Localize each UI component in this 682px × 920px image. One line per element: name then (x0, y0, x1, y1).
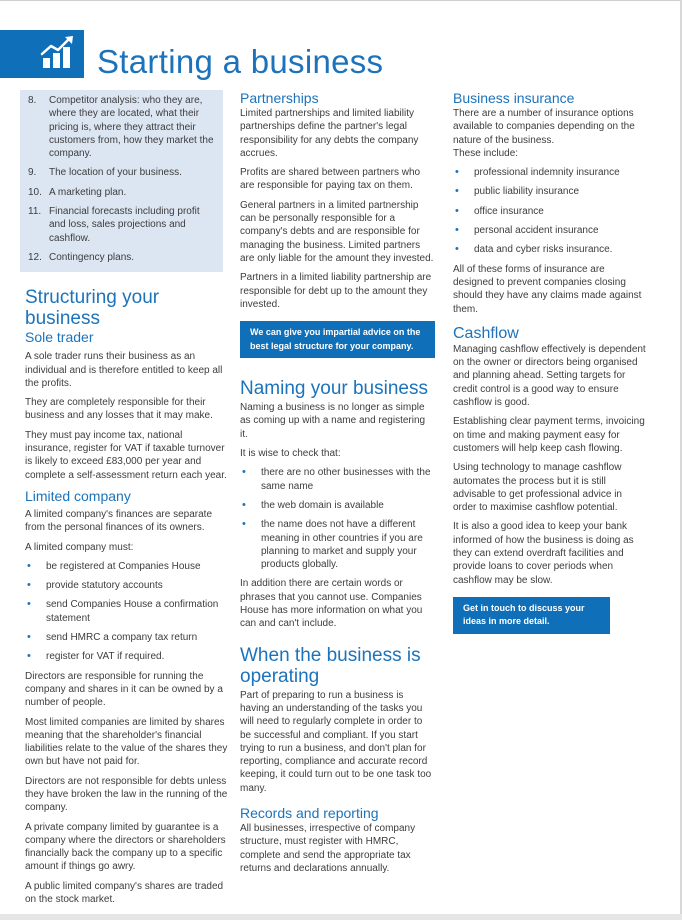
list-item: • the name does not have a different meaning in other countries if you are planning to market and supply your products globally. (240, 518, 435, 571)
page-border-bottom (0, 914, 682, 920)
checklist-item (28, 94, 215, 160)
checklist-number: 10. (28, 186, 42, 198)
checklist-text: A marketing plan. (49, 186, 127, 198)
insurance-heading: Business insurance (453, 90, 575, 106)
limited-company-paragraph: Directors are not responsible for debts unless they have broken the law in the running of the company. (25, 775, 228, 814)
checklist-item (28, 251, 215, 264)
checklist-text: Competitor analysis: who they are, where they are located, what their pricing is, where they attract their customers from, how they market the company. (49, 95, 214, 160)
checklist-item (28, 166, 215, 179)
limited-company-requirements (25, 560, 230, 664)
limited-company-paragraph: A public limited company's shares are traded on the stock market. (25, 880, 224, 906)
checklist-text: Contingency plans. (49, 251, 135, 263)
naming-checklist (240, 466, 435, 571)
insurance-paragraph: These include: (453, 147, 519, 159)
checklist-box (20, 90, 223, 272)
checklist-number: 11. (28, 206, 42, 218)
cashflow-paragraph: Establishing clear payment terms, invoicing on time and making payment easy for customers will help keep cash flowing. (453, 416, 645, 454)
sole-trader-paragraph: A sole trader runs their business as an individual and is therefore entitled to keep all the profits. (25, 351, 223, 389)
left-column (25, 90, 230, 912)
limited-company-paragraph: A limited company's finances are separate from the personal finances of its owners. (25, 508, 213, 534)
sole-trader-paragraph: They are completely responsible for their business and any losses that it may make. (25, 397, 213, 422)
list-item: • personal accident insurance (453, 224, 648, 237)
checklist-item (28, 186, 215, 199)
limited-company-heading: Limited company (25, 487, 131, 504)
partnerships-paragraph: General partners in a limited partnership can be personally responsible for a company's debts and are responsible for managing the business. Limited partners are only liable for the amount they invested. (240, 199, 434, 264)
checklist-number: 8. (28, 95, 37, 106)
list-item: • register for VAT if required. (25, 650, 230, 663)
insurance-paragraph: There are a number of insurance options available to companies depending on the nature of the business. (453, 108, 635, 146)
cashflow-paragraph: Managing cashflow effectively is dependent on the owner or directors being organised and planning ahead. Setting targets for credit control is a good way to ensure cashflow is good. (453, 343, 646, 409)
list-item: • data and cyber risks insurance. (453, 243, 648, 256)
naming-paragraph: In addition there are certain words or phrases that you cannot use. Companies House has more information on what you can and can't include. (240, 578, 423, 630)
list-item: • send Companies House a confirmation statement (25, 598, 230, 625)
cashflow-heading: Cashflow (453, 324, 519, 342)
records-heading: Records and reporting (240, 804, 379, 821)
middle-column (240, 90, 435, 881)
structuring-heading: Structuring your business (25, 287, 160, 330)
checklist-text: Financial forecasts including profit and loss, sales projections and cashflow. (49, 206, 200, 244)
records-paragraph: All businesses, irrespective of company structure, must register with HMRC, complete and send the appropriate tax returns and declarations annually. (240, 822, 416, 874)
checklist-text: The location of your business. (49, 167, 182, 179)
limited-company-paragraph: A private company limited by guarantee is a company where the directors or shareholders financially back the company up to a specific amount if things go awry. (25, 821, 226, 873)
list-item: • provide statutory accounts (25, 579, 230, 592)
checklist-number: 12. (28, 251, 42, 263)
partnerships-paragraph: Limited partnerships and limited liability partnerships define the partner's legal responsibility for any debts the company accrues. (240, 108, 419, 159)
naming-heading: Naming your business (240, 378, 428, 400)
partnerships-paragraph: Partners in a limited liability partnership are responsible for debt up to the amount they invested. (240, 272, 432, 310)
list-item: • professional indemnity insurance (453, 166, 648, 179)
sole-trader-paragraph: They must pay income tax, national insurance, register for VAT if taxable turnover is likely to exceed £83,000 per year and complete a self-assessment return each year. (25, 429, 227, 481)
insurance-options (453, 166, 648, 256)
cashflow-paragraph: Using technology to manage cashflow automates the process but it is still advisable to get professional advice in order to maximise cashflow potential. (453, 462, 622, 514)
list-item: • public liability insurance (453, 185, 648, 198)
naming-paragraph: It is wise to check that: (240, 448, 341, 460)
right-column (453, 90, 648, 634)
operating-paragraph: Part of preparing to run a business is having an understanding of the tasks you will need to regularly complete in order to be successful and compliant. If you start trying to run a business, and don't plan for reporting, compliance and accurate record keeping, it could turn out to be one task too many. (240, 689, 432, 794)
cashflow-paragraph: It is also a good idea to keep your bank informed of how the business is doing as they can extend overdraft facilities and provide loans to cover periods when cashflow may be slow. (453, 521, 634, 586)
operating-heading: When the business is operating (240, 644, 421, 687)
page-border-top (0, 0, 682, 1)
naming-paragraph: Naming a business is no longer as simple as coming up with a name and registering it. (240, 402, 426, 440)
legal-advice-callout: We can give you impartial advice on the best legal structure for your company. (240, 321, 435, 358)
get-in-touch-callout: Get in touch to discuss your ideas in more detail. (453, 597, 610, 634)
limited-company-paragraph: Directors are responsible for running the company and shares in it can be owned by a number of people. (25, 670, 223, 709)
list-item: • office insurance (453, 205, 648, 218)
list-item: • be registered at Companies House (25, 560, 230, 573)
checklist-number: 9. (28, 167, 37, 179)
page-title: Starting a business (97, 43, 384, 80)
list-item: • there are no other businesses with the same name (240, 466, 435, 493)
list-item: • send HMRC a company tax return (25, 631, 230, 644)
checklist-item (28, 205, 215, 245)
growth-chart-icon (38, 32, 78, 72)
limited-company-paragraph: A limited company must: (25, 541, 134, 553)
partnerships-heading: Partnerships (240, 90, 319, 106)
list-item: • the web domain is available (240, 499, 435, 512)
partnerships-paragraph: Profits are shared between partners who are responsible for paying tax on them. (240, 167, 421, 192)
sole-trader-heading: Sole trader (25, 329, 94, 346)
limited-company-paragraph: Most limited companies are limited by shares meaning that the shareholder's financial liabilities relate to the value of the shares they own but have not paid for. (25, 716, 228, 768)
insurance-paragraph: All of these forms of insurance are designed to prevent companies closing should they have any claims made against them. (453, 263, 642, 315)
